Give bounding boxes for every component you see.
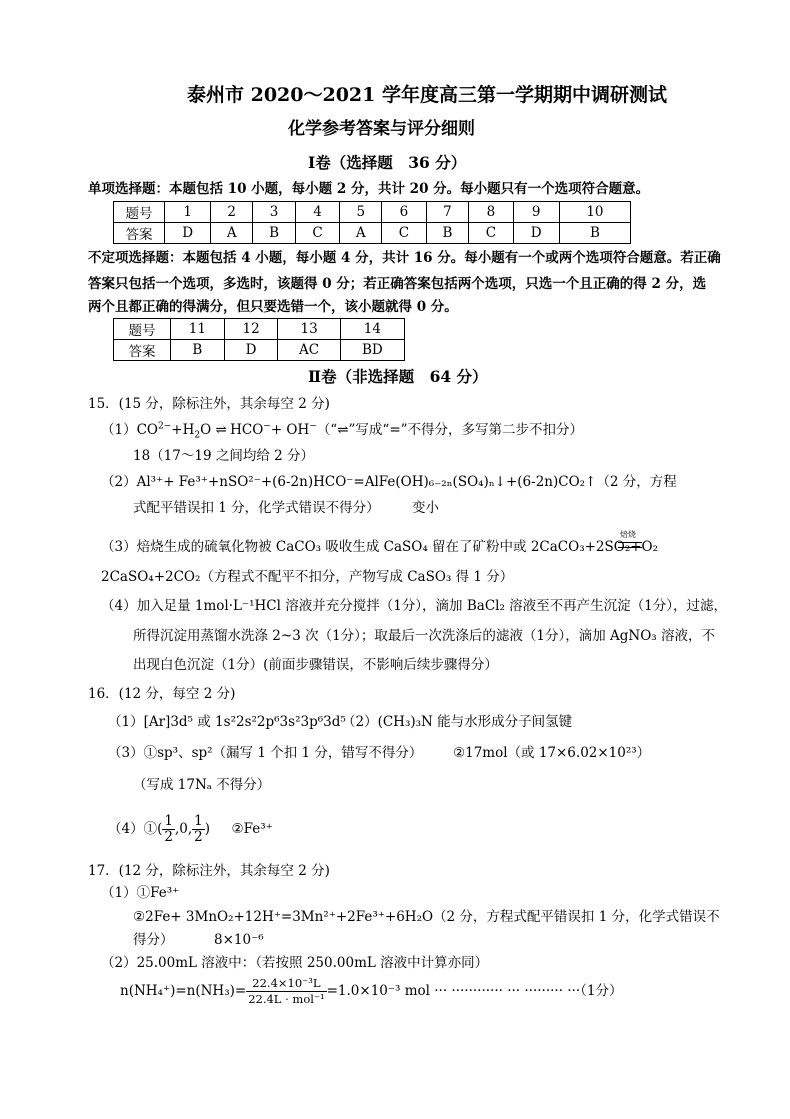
part2-heading: Ⅱ卷（非选择题 64 分）	[308, 367, 488, 386]
q15-part2	[101, 473, 677, 491]
table-cell: C	[469, 223, 513, 244]
fraction-denominator: 2	[194, 829, 203, 845]
table-cell: 5	[340, 202, 382, 223]
fraction-numerator: 1	[194, 813, 203, 829]
fraction-denominator: 2	[164, 829, 173, 845]
scoring-note: （2 分，方程	[596, 474, 677, 490]
table-cell: B	[559, 223, 630, 244]
calc-rhs: =1.0×10⁻³ mol ··· ············ ··· ········· ···（1分）	[326, 983, 623, 999]
q15-part4-line1: （4）加入足量 1mol·L⁻¹HCl 溶液并充分搅拌（1分），滴加 BaCl₂ 溶液至不再产生沉淀（1分），过滤，	[101, 598, 728, 614]
scoring-note: （“⇌”写成“=”不得分，多写第二步不扣分）	[316, 422, 584, 438]
q15-part1-answer2: 18（17～19 之间均给 2 分）	[133, 448, 314, 464]
q16-part3-note: （写成 17Nₐ 不得分）	[133, 777, 271, 793]
table-cell: A	[211, 223, 253, 244]
q15-part3-line2: 2CaSO₄+2CO₂（方程式不配平不扣分，产物写成 CaSO₃ 得 1 分）	[101, 569, 514, 585]
equation-term: HCO	[230, 422, 264, 438]
table-cell: A	[340, 223, 382, 244]
table-row-label: 题号	[114, 202, 165, 223]
table-cell: AC	[278, 340, 340, 361]
part-label: （4）①	[108, 821, 158, 837]
charge: 2−	[158, 421, 172, 432]
table-cell: D	[165, 223, 211, 244]
table-cell: 14	[340, 319, 404, 340]
table-cell: B	[253, 223, 296, 244]
table-row-label: 答案	[114, 223, 165, 244]
q15-part4-line2: 所得沉淀用蒸馏水洗涤 2~3 次（1分）；取最后一次洗涤后的滤液（1分），滴加 AgNO₃ 溶液，不	[133, 628, 716, 644]
table-cell: 1	[165, 202, 211, 223]
table-cell: B	[426, 223, 469, 244]
table-row-label: 题号	[114, 319, 171, 340]
q17-part2-intro: （2）25.00mL 溶液中：（若按照 250.00mL 溶液中计算亦同）	[101, 955, 489, 971]
equals-sign-icon	[618, 542, 642, 548]
equation-term: +H	[171, 422, 195, 438]
part-label: （2）	[101, 474, 137, 490]
table-cell: C	[295, 223, 339, 244]
q17-part1-answer1: （1）①Fe³⁺	[101, 885, 180, 901]
table-cell: B	[171, 340, 225, 361]
coordinate-separator: ,0,	[174, 821, 193, 837]
fraction-numerator: 22.4×10⁻³L	[246, 976, 326, 992]
table-cell: 7	[426, 202, 469, 223]
table-row	[114, 202, 631, 223]
q17-heading: 17．(12 分，除标注外，其余每空 2 分)	[88, 863, 330, 879]
table-cell: 3	[253, 202, 296, 223]
table-cell: 10	[559, 202, 630, 223]
equation-term: + OH	[270, 422, 310, 438]
table-cell: 2	[211, 202, 253, 223]
table-cell: 11	[171, 319, 225, 340]
q16-part4: （4）①( $\frac{1}{2}$ ,0, $\frac{1}{2}$ ) ②Fe³⁺	[108, 813, 273, 845]
q16-part2: （2）(CH₃)₃N 能与水形成分子间氢键	[342, 714, 573, 730]
table-cell: BD	[340, 340, 404, 361]
q15-part2-answer2: 变小	[412, 500, 439, 516]
q16-heading: 16．(12 分，每空 2 分)	[88, 686, 236, 702]
table-cell: 12	[224, 319, 278, 340]
part-label: （1）	[101, 422, 137, 438]
fraction	[246, 976, 326, 1007]
reaction-condition: 焙烧	[620, 530, 636, 539]
table-row	[114, 223, 631, 244]
equation-term: CO	[136, 422, 158, 438]
fraction	[162, 814, 175, 845]
page-title: 泰州市 2020～2021 学年度高三第一学期期中调研测试	[187, 84, 667, 106]
table-cell: 8	[469, 202, 513, 223]
q17-part2-calc	[120, 974, 623, 1008]
table-cell: 13	[278, 319, 340, 340]
q17-part1-answer3: 8×10⁻⁶	[214, 932, 264, 948]
q17-part1-answer2: ②2Fe+ 3MnO₂+12H⁺=3Mn²⁺+2Fe³⁺+6H₂O（2 分，方程式配平错误扣 1 分，化学式错误不	[133, 909, 720, 925]
equation-term: O	[200, 422, 212, 438]
table-cell: D	[513, 223, 559, 244]
part1-heading: Ⅰ卷（选择题 36 分）	[308, 153, 467, 172]
table-row	[114, 319, 405, 340]
fraction-numerator: 1	[164, 813, 173, 829]
q16-part1: （1）[Ar]3d⁵ 或 1s²2s²2p⁶3s²3p⁶3d⁵	[108, 714, 346, 730]
answer-table-single	[113, 201, 631, 244]
charge: −	[309, 421, 317, 432]
single-choice-intro: 单项选择题：本题包括 10 小题，每小题 2 分，共计 20 分。每小题只有一个选项符合题意。	[88, 181, 650, 197]
answer-ion: ②Fe³⁺	[231, 821, 273, 837]
calc-lhs: n(NH₄⁺)=n(NH₃)=	[120, 983, 247, 999]
page-subtitle: 化学参考答案与评分细则	[288, 119, 475, 139]
q15-part3-line1: （3）焙烧生成的硫氧化物被 CaCO₃ 吸收生成 CaSO₄ 留在了矿粉中或 2CaCO₃+2SO₂+O₂	[101, 539, 659, 555]
q15-heading: 15．(15 分，除标注外，其余每空 2 分)	[88, 396, 330, 412]
multi-choice-intro-line2: 答案只包括一个选项，多选时，该题得 0 分；若正确答案包括两个选项，只选一个且正确的得 2 分，选	[88, 276, 707, 292]
q15-part4-line3: 出现白色沉淀（1分）(前面步骤错误，不影响后续步骤得分）	[133, 657, 498, 673]
subscript: 2	[194, 430, 201, 441]
table-cell: 4	[295, 202, 339, 223]
q15-part1	[101, 421, 583, 439]
q16-part3-answer2: ②17mol（或 17×6.02×10²³）	[453, 745, 651, 761]
table-row-label: 答案	[114, 340, 171, 361]
equation: Al³⁺+ Fe³⁺+nSO²⁻+(6-2n)HCO⁻=AlFe(OH)₆₋₂ₙ(SO₄)ₙ↓+(6-2n)CO₂↑	[136, 474, 597, 490]
q16-part3: （3）①sp³、sp²（漏写 1 个扣 1 分，错写不得分）	[108, 745, 423, 761]
answer-table-multi	[113, 318, 405, 361]
table-row	[114, 340, 405, 361]
multi-choice-intro-line1: 不定项选择题：本题包括 4 小题，每小题 4 分，共计 16 分。每小题有一个或两个选项符合题意。若正确	[88, 250, 721, 266]
table-cell: 6	[382, 202, 426, 223]
q17-part1-line3: 得分）	[133, 932, 174, 948]
q15-part2-line2: 式配平错误扣 1 分，化学式错误不得分）	[133, 500, 380, 516]
fraction	[192, 814, 205, 845]
table-cell: D	[224, 340, 278, 361]
multi-choice-intro-line3: 两个且都正确的得满分，但只要选错一个，该小题就得 0 分。	[88, 299, 458, 315]
equilibrium-arrow-icon: ⇌	[215, 422, 226, 438]
table-cell: C	[382, 223, 426, 244]
fraction-denominator: 22.4L · mol⁻¹	[248, 992, 325, 1006]
table-cell: 9	[513, 202, 559, 223]
charge: −	[263, 421, 271, 432]
